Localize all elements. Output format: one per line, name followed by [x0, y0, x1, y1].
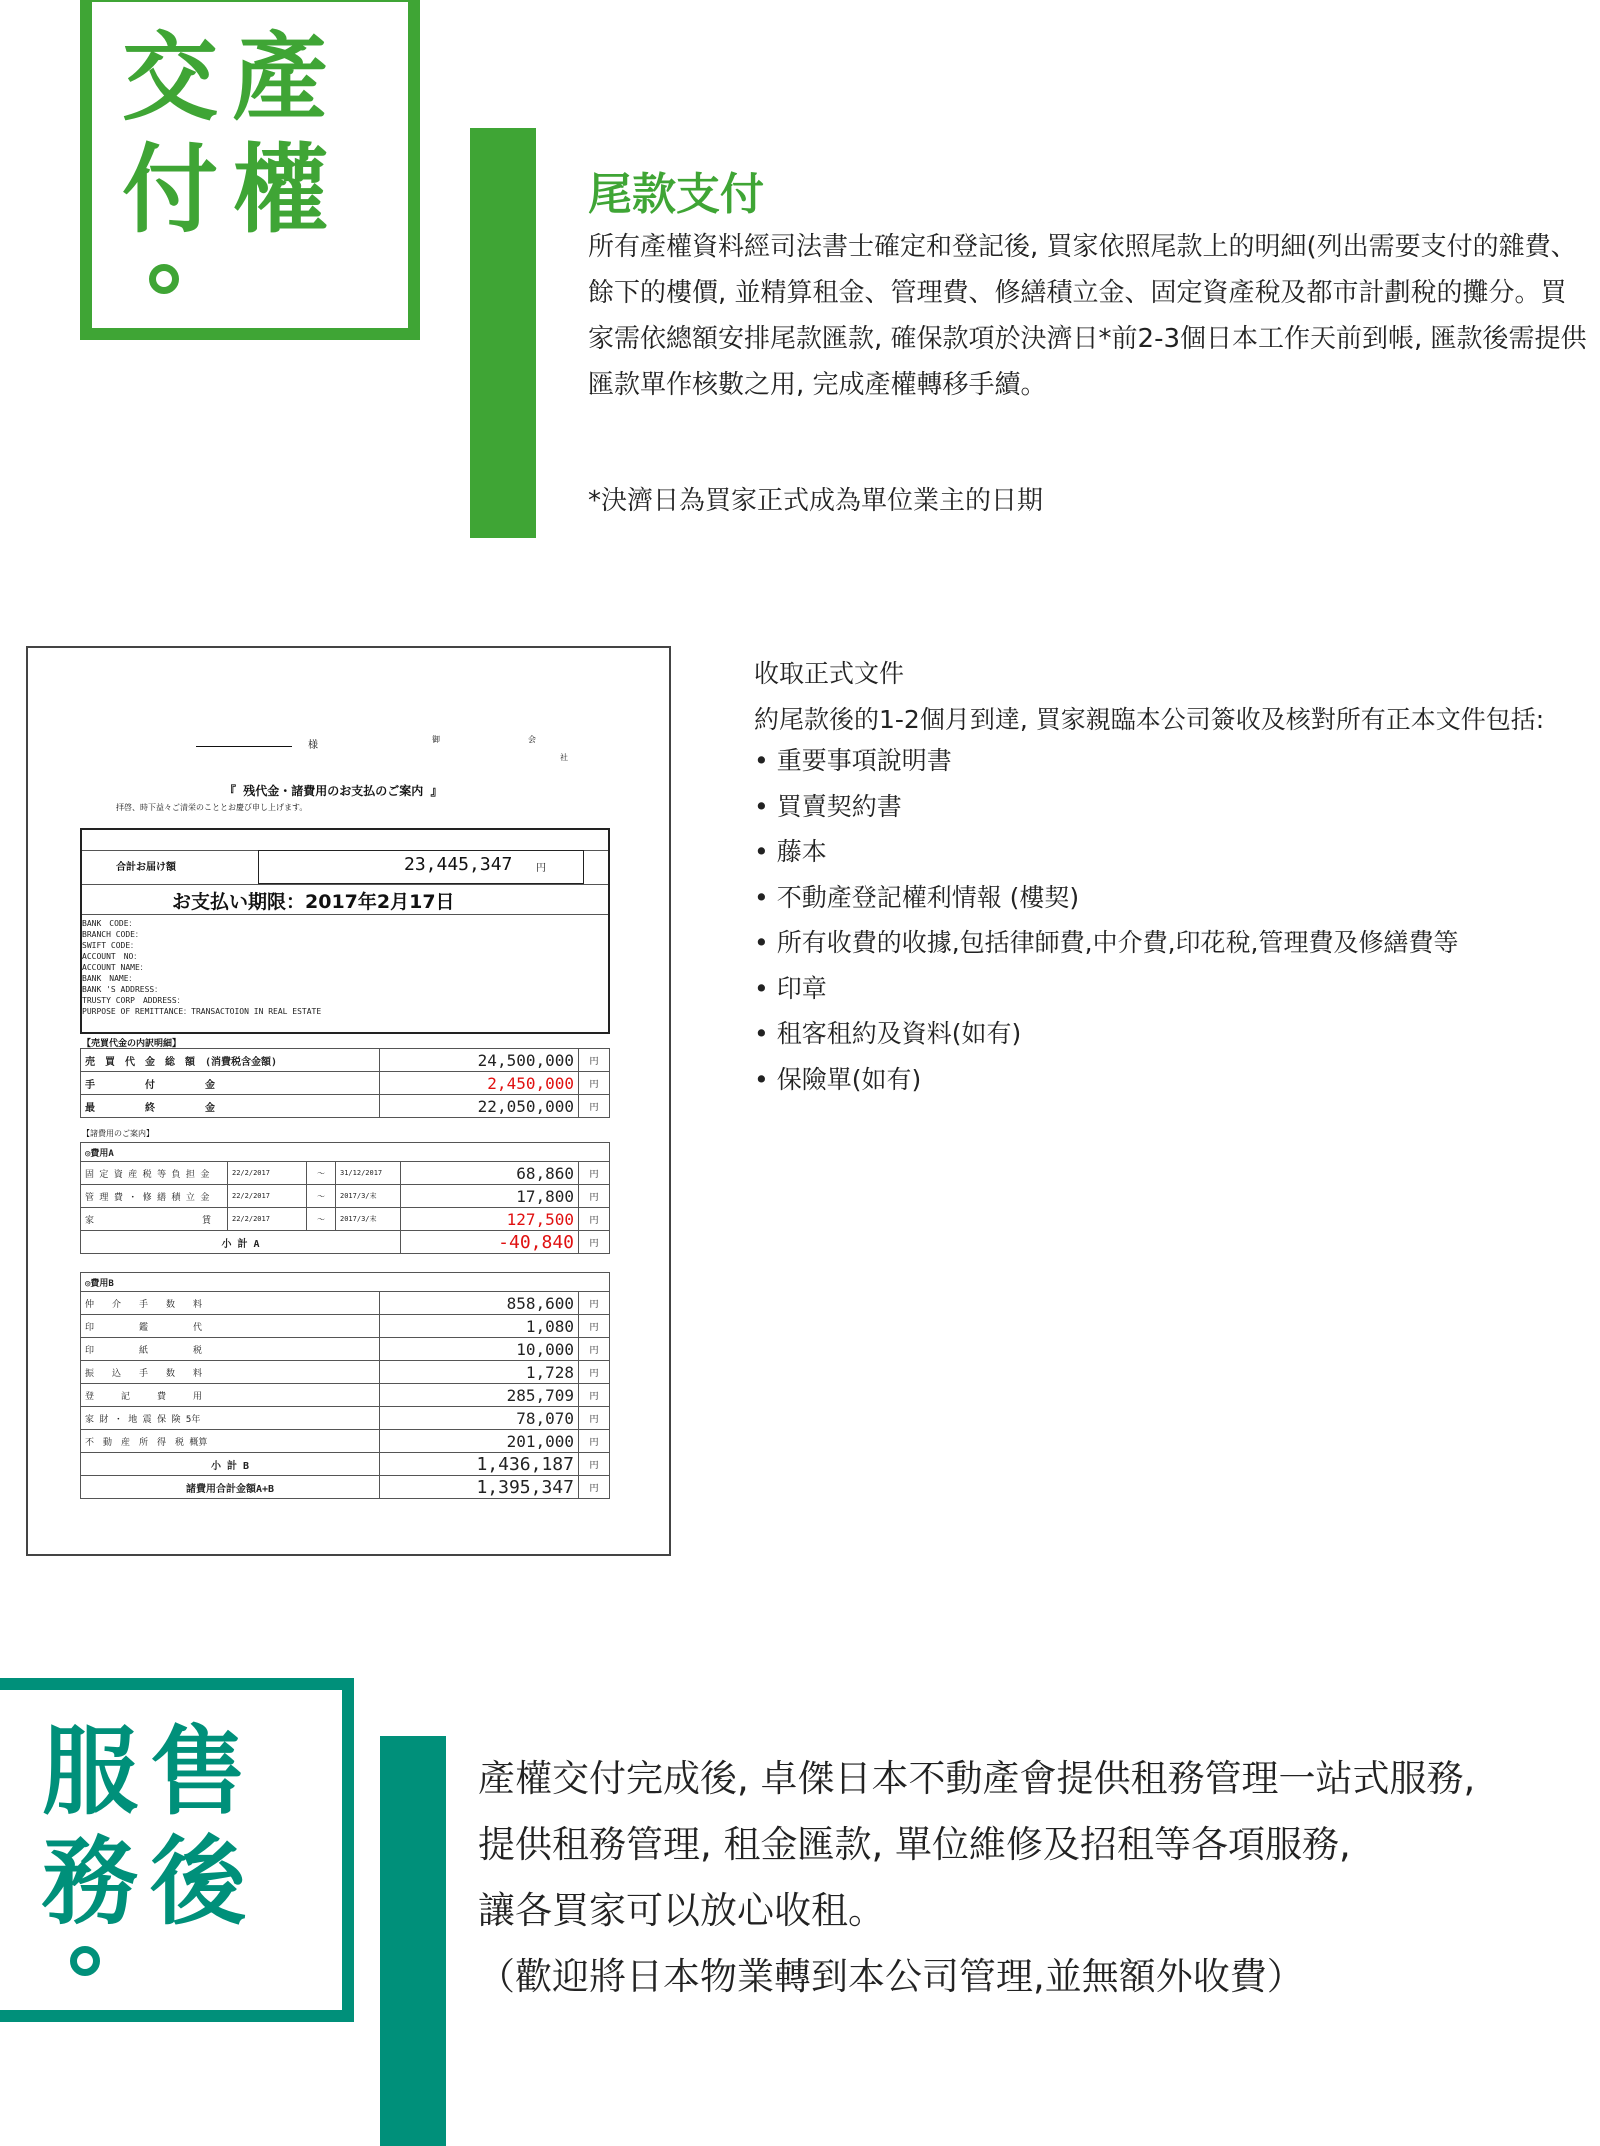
- sale-table: [80, 1048, 610, 1118]
- yen-unit: 円: [536, 863, 546, 874]
- table-row: 管 理 費 ・ 修 繕 積 立 金 22/2/2017 ～ 2017/3/末 17,800 円: [81, 1185, 610, 1208]
- doc-header-r2: 社: [432, 753, 568, 762]
- title-char: 服: [42, 1716, 138, 1828]
- title-char: 交: [122, 22, 218, 134]
- section-title-box-after-sales: [0, 1678, 354, 2022]
- text-line: 提供租務管理, 租金匯款, 單位維修及招租等各項服務,: [478, 1823, 1351, 1866]
- fees-a-table: [80, 1142, 610, 1254]
- bank-line: ACCOUNT NO：: [82, 952, 142, 961]
- title-char: 付: [122, 134, 218, 246]
- bank-info: [82, 918, 321, 1017]
- table-row: 家 財 ・ 地 震 保 険 5年 78,070 円: [81, 1407, 610, 1430]
- section-title-box-transfer: [80, 0, 420, 340]
- total-value: 23,445,347: [404, 854, 513, 875]
- table-row: 手 付 金 2,450,000 円: [81, 1072, 610, 1095]
- title-char: 後: [150, 1826, 246, 1938]
- table-row: 売 買 代 金 総 額 (消費税含金額) 24,500,000 円: [81, 1049, 610, 1072]
- table-row: 最 終 金 22,050,000 円: [81, 1095, 610, 1118]
- table-row: 固 定 資 産 税 等 負 担 金 22/2/2017 ～ 31/12/2017 68,860 円: [81, 1162, 610, 1185]
- title-char: 產: [232, 22, 328, 134]
- accent-bar: [470, 128, 536, 538]
- table-row: 小 計 B 1,436,187 円: [81, 1453, 610, 1476]
- title-char: 權: [232, 134, 328, 246]
- circle-icon: [70, 1946, 100, 1976]
- table-row: 印 紙 税 10,000 円: [81, 1338, 610, 1361]
- list-item: • 租客租約及資料(如有): [754, 1011, 1459, 1057]
- list-item: • 印章: [754, 966, 1459, 1012]
- section-paragraph: 所有產權資料經司法書士確定和登記後, 買家依照尾款上的明細(列出需要支付的雜費、餘下的樓價, 並精算租金、管理費、修繕積立金、固定資產稅及都市計劃稅的攤分。買家需依總額安排尾款匯款, 確保款項於決濟日*前2-3個日本工作天前到帳, 匯款後需提供匯款單作核數之用, 完成產權轉移手續。: [588, 232, 1587, 400]
- bank-line: BANK NAME：: [82, 974, 137, 983]
- circle-icon: [149, 264, 179, 294]
- footnote: *決濟日為買家正式成為單位業主的日期: [588, 486, 1044, 516]
- bank-line: ACCOUNT NAME：: [82, 963, 148, 972]
- doc-title: 『 残代金・諸費用のお支払のご案内 』: [224, 784, 443, 798]
- total-box: [80, 828, 610, 1034]
- payment-invoice-document: [26, 646, 671, 1556]
- text-line: （歡迎將日本物業轉到本公司管理,並無額外收費）: [478, 1955, 1304, 1998]
- accent-bar: [380, 1736, 446, 2146]
- documents-intro: 約尾款後的1-2個月到達, 買家親臨本公司簽收及核對所有正本文件包括:: [754, 705, 1545, 734]
- list-item: • 保險單(如有): [754, 1057, 1459, 1103]
- fees-b-table: [80, 1272, 610, 1499]
- text-line: 產權交付完成後, 卓傑日本不動產會提供租務管理一站式服務,: [478, 1757, 1476, 1800]
- documents-list: [754, 738, 1459, 1102]
- table-row: 登 記 費 用 285,709 円: [81, 1384, 610, 1407]
- bank-line: BANK CODE：: [82, 919, 137, 928]
- title-char: 售: [150, 1716, 246, 1828]
- name-underline: [196, 746, 292, 747]
- table-row: ◎費用A: [81, 1143, 610, 1162]
- table-row: 仲 介 手 数 料 858,600 円: [81, 1292, 610, 1315]
- text-line: 讓各買家可以放心收租。: [478, 1889, 885, 1932]
- bank-line: TRUSTY CORP ADDRESS：: [82, 996, 185, 1005]
- list-item: • 所有收費的收據,包括律師費,中介費,印花稅,管理費及修繕費等: [754, 920, 1459, 966]
- section-heading: 尾款支付: [588, 169, 764, 220]
- table-row: 家 賃 22/2/2017 ～ 2017/3/末 127,500 円: [81, 1208, 610, 1231]
- title-char: 務: [42, 1826, 138, 1938]
- sale-header: 【売買代金の内訳明細】: [82, 1039, 182, 1049]
- bank-line: BRANCH CODE：: [82, 930, 143, 939]
- list-item: • 重要事項說明書: [754, 738, 1459, 784]
- doc-greeting: 拝啓、時下益々ご清栄のこととお慶び申し上げます。: [116, 803, 308, 812]
- total-label: 合計お届け額: [116, 862, 176, 873]
- doc-sama: 様: [308, 740, 318, 751]
- bank-line: PURPOSE OF REMITTANCE：TRANSACTOION IN REAL ESTATE: [82, 1007, 322, 1016]
- table-row: 印 鑑 代 1,080 円: [81, 1315, 610, 1338]
- table-row: ◎費用B: [81, 1273, 610, 1292]
- after-sales-text: [478, 1746, 1598, 2010]
- bank-line: SWIFT CODE：: [82, 941, 139, 950]
- payment-deadline: お支払い期限：2017年2月17日: [172, 891, 455, 913]
- table-row: 小 計 A -40,840 円: [81, 1231, 610, 1254]
- table-row: 不 動 産 所 得 税 概算 201,000 円: [81, 1430, 610, 1453]
- fees-header: 【諸費用のご案内】: [82, 1129, 154, 1138]
- documents-title: 收取正式文件: [754, 659, 905, 688]
- list-item: • 藤本: [754, 829, 1459, 875]
- list-item: • 不動產登記權利情報 (樓契): [754, 875, 1459, 921]
- doc-header-r1: 御 会: [432, 735, 536, 744]
- list-item: • 買賣契約書: [754, 784, 1459, 830]
- bank-line: BANK 'S ADDRESS：: [82, 985, 163, 994]
- table-row: 振 込 手 数 料 1,728 円: [81, 1361, 610, 1384]
- table-row: 諸費用合計金額A+B 1,395,347 円: [81, 1476, 610, 1499]
